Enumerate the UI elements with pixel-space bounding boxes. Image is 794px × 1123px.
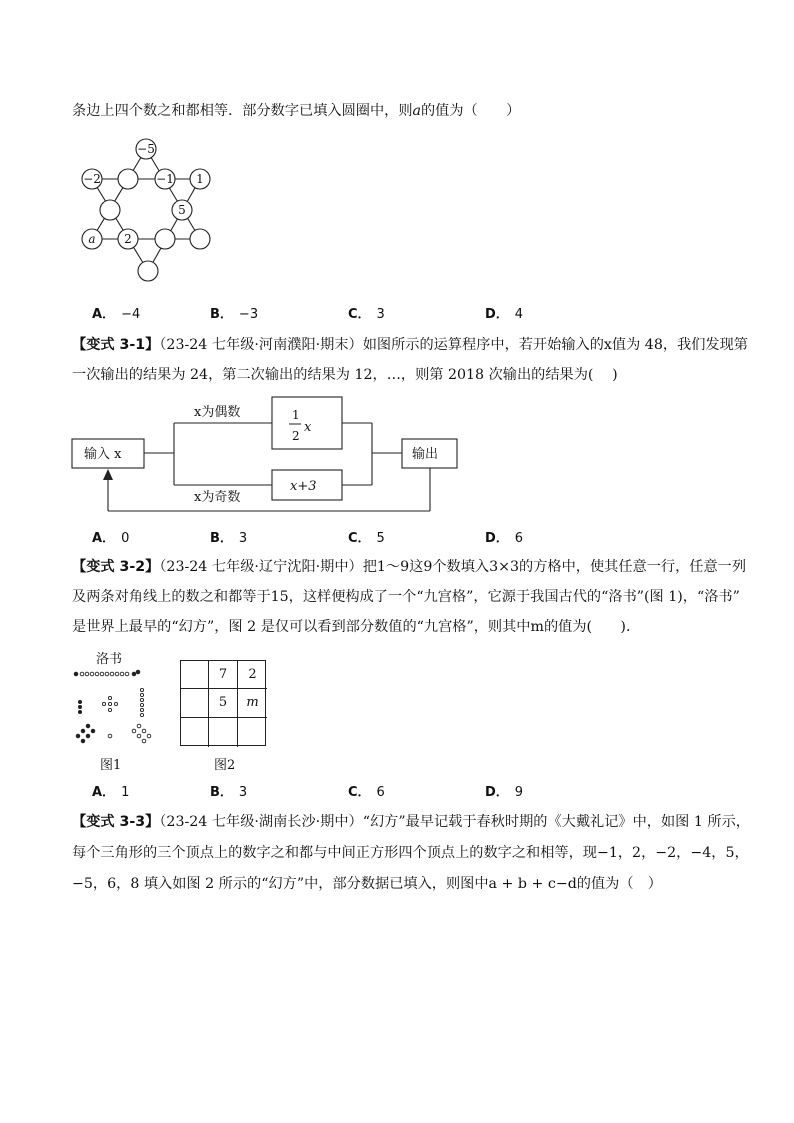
grid-cell: m <box>238 689 267 718</box>
option-a[interactable]: A． −4 <box>92 307 141 322</box>
flowchart <box>70 395 470 520</box>
even-label: x为偶数 <box>194 405 241 420</box>
grid-cell: 5 <box>209 689 238 718</box>
star-label: 1 <box>196 172 204 186</box>
option-c[interactable]: C． 6 <box>348 785 385 800</box>
option-a[interactable]: A． 0 <box>92 531 130 546</box>
option-d[interactable]: D． 6 <box>485 531 524 546</box>
star-node <box>118 169 138 189</box>
star-label: 2 <box>124 232 132 246</box>
grid-cell: 2 <box>238 661 267 689</box>
option-a[interactable]: A． 1 <box>92 785 130 800</box>
luoshu-figure <box>72 668 157 750</box>
option-b[interactable]: B． 3 <box>210 785 248 800</box>
question-text: 及两条对角线上的数之和都等于15，这样便构成了一个“九宫格”，它源于我国古代的“洛书”(图 1)，“洛书” <box>72 589 740 605</box>
star-label: −5 <box>137 142 155 156</box>
grid-cell <box>209 718 238 747</box>
question-text: 【变式 3-3】（23-24 七年级·湖南长沙·期中）“幻方”最早记载于春秋时期的《大戴礼记》中，如图 1 所示， <box>72 814 750 830</box>
output-label: 输出 <box>412 447 439 462</box>
question-tag: 【变式 3-2】 <box>72 559 160 575</box>
option-b[interactable]: B． 3 <box>210 531 248 546</box>
star-figure <box>72 135 222 290</box>
star-node <box>100 200 120 220</box>
figure-2-caption: 图2 <box>214 758 236 773</box>
option-d[interactable]: D． 4 <box>485 307 524 322</box>
question-text: 条边上四个数之和都相等．部分数字已填入圆圈中，则a的值为（ ） <box>72 103 521 119</box>
grid-cell <box>238 718 267 747</box>
question-tag: 【变式 3-3】 <box>72 814 160 830</box>
option-d[interactable]: D． 9 <box>485 785 524 800</box>
figure-1-caption: 图1 <box>100 758 122 773</box>
star-node <box>190 229 210 249</box>
star-node-bottom <box>138 261 158 281</box>
star-label: −1 <box>156 172 174 186</box>
option-c[interactable]: C． 3 <box>348 307 385 322</box>
question-text: 每个三角形的三个顶点上的数字之和都与中间正方形四个顶点上的数字之和相等，现−1，2，−2，−4，5， <box>72 845 749 861</box>
grid-cell <box>181 718 209 747</box>
option-b[interactable]: B． −3 <box>210 307 259 322</box>
star-label: 5 <box>178 203 186 217</box>
half-denominator: 2 <box>292 429 300 443</box>
grid-cell <box>181 689 209 718</box>
plus3-label: x+3 <box>290 479 317 494</box>
question-text: −5，6，8 填入如图 2 所示的“幻方”中，部分数据已填入，则图中a + b + c−d的值为（ ） <box>72 876 662 892</box>
luoshu-title: 洛书 <box>96 652 123 667</box>
question-text: 一次输出的结果为 24，第二次输出的结果为 12，…，则第 2018 次输出的结果为( ) <box>72 367 618 383</box>
question-text: 【变式 3-1】（23-24 七年级·河南濮阳·期末）如图所示的运算程序中，若开始输入的x值为 48，我们发现第 <box>72 337 748 353</box>
star-node <box>155 229 175 249</box>
magic-square-grid <box>180 660 266 746</box>
question-tag: 【变式 3-1】 <box>72 337 160 353</box>
option-c[interactable]: C． 5 <box>348 531 385 546</box>
question-text: 【变式 3-2】（23-24 七年级·辽宁沈阳·期中）把1～9这9个数填入3×3的方格中，使其任意一行，任意一列 <box>72 559 747 575</box>
grid-cell: 7 <box>209 661 238 689</box>
half-var: x <box>304 420 312 435</box>
odd-label: x为奇数 <box>194 490 241 505</box>
input-label: 输入 x <box>84 447 122 462</box>
star-label: a <box>88 232 96 246</box>
star-label: −2 <box>83 172 101 186</box>
question-text: 是世界上最早的“幻方”，图 2 是仅可以看到部分数值的“九宫格”，则其中m的值为( )． <box>72 619 641 635</box>
half-numerator: 1 <box>292 408 300 422</box>
grid-cell <box>181 661 209 689</box>
